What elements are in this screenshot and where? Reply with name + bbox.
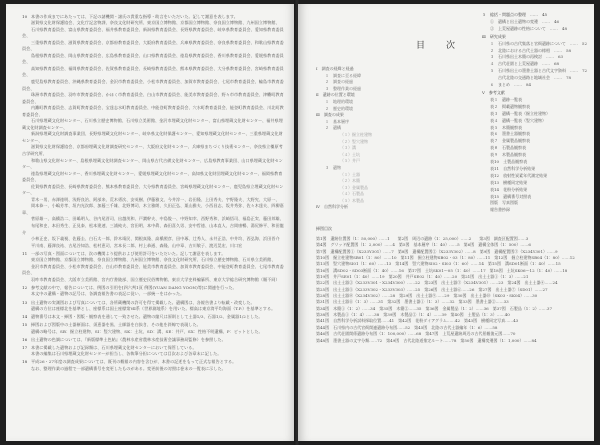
note-number: 11 — [22, 250, 28, 256]
note-text: 菅原雄一、高橋浩二、田嶋明人、谷内尾晋司、出越茂和、戸澗幹夫、中島俊一、中野知幸、西野秀和、浜崎悟司、福島正実、藤田邦雄、 — [31, 216, 284, 222]
toc-entry: 図版 写真図版 — [490, 200, 518, 206]
toc-entry: ２ 北陸における古代土器の様相 …… 58 — [490, 47, 572, 53]
note-number: 18 — [22, 359, 28, 365]
toc-entry: ① 遺構と出土遺物の変遷 …… 46 — [490, 18, 560, 24]
toc-entry: ６ まとめ …… 84 — [490, 82, 532, 88]
right-page — [298, 4, 594, 441]
left-paragraph — [22, 243, 286, 250]
note-text: 出土遺物の実測図および写真については、各所蔵機関の許可を得て掲載した。遺構図は、各報告書より転載・改変した。 — [31, 299, 255, 305]
left-paragraph — [22, 79, 286, 92]
note-text: 島根県教育委員会、岡山県教育委員会、広島県教育委員会、山口県教育委員会、徳島県教育委員会、香川県教育委員会、愛媛県教育委員会、 — [22, 52, 284, 65]
toc-entry: （１）土器 — [340, 171, 360, 177]
note-text: 三重県教育委員会、滋賀県教育委員会、京都府教育委員会、大阪府教育委員会、兵庫県教育委員会、奈良県教育委員会、和歌山県教育委員会、 — [22, 39, 284, 52]
toc-title: 目 次 — [416, 41, 462, 51]
note-text: 本書の作成までにあたっては、下記の諸機関・諸氏の貴重な指導・助言をいただいた。記して謝意を表します。 — [31, 13, 238, 19]
toc-entry: １ 基本層序 — [325, 118, 349, 124]
toc-entry: １ 地理的環境 — [325, 98, 353, 104]
toc-entry: Ⅳ 自然科学分析 — [316, 204, 348, 210]
note-number: 13 — [22, 299, 28, 305]
note-text: 出土遺物の色調については、『新版標準土色帖』（農林水産省農林水産技術会議事務局監修）を参照した。 — [31, 336, 226, 342]
toc-entry: （５）井戸 — [340, 158, 360, 164]
left-paragraph — [22, 291, 286, 298]
note-text: 岡本恭一、小嶋芳孝、垣内光次郎、加藤三千雄、北野博司、木立雅朗、久田正弘、栗山雅夫、小西昌志、坂井秀弥、佐々木達夫、四柳嘉章、 — [22, 203, 284, 215]
toc-entry: 表５ 木簡観察表 — [490, 124, 522, 130]
note-text: 平成26・27年度の調査成果については、既刊の概報の内容を含むが、本書の記述をもって正式な報告とする。 — [31, 359, 237, 365]
note-text: 東京国立博物館、京都国立博物館、奈良国立博物館、九州国立博物館、奈良文化財研究所、石川県立歴史博物館、石川県立美術館、 — [31, 257, 276, 263]
note-text: 遺物番号は本文・挿図・図版・観察表を通して一致させた。遺物の縮尺は原則として土器1/3、石器1/2、金属器1/2とした。 — [31, 314, 263, 320]
left-paragraph — [22, 337, 286, 344]
note-text: 小林正史、坂下義視、佐藤圭、白石太一郎、鈴木靖民、関根真隆、高橋照彦、田中琢、辻秀人、永井正浩、中井均、西弘海、浜田晋介 — [31, 236, 280, 242]
left-paragraph — [22, 203, 286, 216]
toc-entry: （５）木製品 — [340, 197, 364, 203]
note-text: 本書の編集は石川県埋蔵文化財センターが担当し、各執筆分担については目次および各章末に記した。 — [31, 351, 222, 357]
left-paragraph — [22, 53, 286, 66]
left-paragraph — [22, 184, 286, 197]
toc-entry: ４ 古代荘園と上荒屋遺跡 …… 68 — [490, 61, 560, 67]
toc-entry: （１）掘立柱建物 — [340, 131, 372, 137]
note-text: 高知県教育委員会、福岡県教育委員会、佐賀県教育委員会、長崎県教育委員会、熊本県教育委員会、大分県教育委員会、宮崎県教育委員会、 — [22, 65, 284, 78]
left-paragraph — [22, 40, 286, 53]
left-page-body — [22, 12, 286, 372]
figure-list — [316, 236, 586, 344]
left-paragraph — [22, 366, 286, 373]
toc-entry: 表11 自然科学分析結果 — [490, 165, 536, 171]
note-text: 羽咋市教育委員会、大阪市立美術館、宮内庁書陵部、国立歴史民俗博物館、東京大学史料編纂所、東京大学総合研究博物館（順不同） — [31, 276, 280, 282]
figure-list-entry: 第1図 遺跡位置図（1：50,000）……1 第2図 周辺の遺跡（1：25,000）……2 第3図 調査区配置図……3 — [316, 236, 529, 241]
note-text: 石川県教育委員会、富山県教育委員会、福井県教育委員会、新潟県教育委員会、長野県教育委員会、岐阜県教育委員会、愛知県教育委員会、 — [22, 26, 284, 39]
figure-list-entry: 第13図 竪穴建物SI01（1：60）……13 第14図 竪穴建物SI02・SI03（1：60）……14 第15図 溝SD01断面（1：40）……15 — [316, 261, 561, 267]
note-text: 平川南、藤澤良祐、古尾谷知浩、松村恵司、宮本長二郎、村上恭通、森隆、山中章、吉川敏子、渡辺晃宏、川口宏 — [31, 242, 243, 248]
left-paragraph — [22, 27, 286, 40]
note-text: なお、整理作業の過程で一部遺構番号を変更したものがある。変更前後の対照は巻末の一覧表に示した。 — [31, 365, 226, 371]
note-text: 和歌山県文化財センター、島根県埋蔵文化財調査センター、岡山県古代吉備文化財センター、広島県教育事業団、山口県埋蔵文化財センター、 — [22, 157, 283, 170]
note-number: 17 — [22, 344, 28, 350]
note-number: 10 — [22, 13, 28, 19]
toc-entry: 表２ 掲載遺物観察表 — [490, 103, 530, 109]
note-text: 本文中の遺構・遺物の記号は、各調査報告書の表記に従い、一部統一をはかった。 — [31, 291, 185, 297]
toc-entry: ５ 石川県出土の墨書土器と古代文字資料 …… 72 — [490, 68, 588, 74]
toc-entry: Ⅱ 遺跡の位置と環境 — [316, 92, 355, 98]
toc-entry: 表９ 木製品観察表 — [490, 152, 526, 158]
toc-entry: （３）金属製品 — [340, 184, 368, 190]
left-paragraph — [22, 171, 286, 184]
figure-list-entry: 第7図 遺構配置図①（X233Y301）……7 第8図 遺構配置図②（X233Y302）……8 第9図 遺構配置図③（X234Y301）……9 — [316, 248, 558, 254]
note-text: 布尾和史、本田秀生、正見泰、松本建速、三浦純夫、宮田明、本中眞、森田喜久男、安中哲徳、山本直人、吉岡康暢、湯尻修平、和田龍介 — [22, 223, 284, 235]
toc-entry: 表７ 金属製品観察表 — [490, 138, 530, 144]
note-text: 鹿児島県教育委員会、沖縄県教育委員会、金沢市教育委員会、小松市教育委員会、加賀市教育委員会、七尾市教育委員会、輪島市教育委員会、 — [22, 78, 284, 91]
toc-entry: ２ 遺構 — [325, 125, 341, 131]
toc-entry: 表６ 墨書土器観察表 — [490, 131, 530, 137]
left-paragraph — [22, 306, 286, 313]
toc-entry: 表４ 遺構一覧表（竪穴建物） — [490, 117, 546, 123]
toc-entry: ３ 遺物 — [325, 164, 341, 170]
toc-left-column — [316, 66, 466, 211]
toc-entry: 表10 土製品観察表 — [490, 159, 528, 165]
toc-entry: 表13 樹種同定結果 — [490, 179, 528, 185]
toc-entry: ５ 総括・問題点の整理 …… 45 — [482, 12, 548, 17]
note-text: 参考文献の中で、報告については、例図の引用を[四六判1頁 例図(YUAN DANG YOON)等]に関連を行った。 — [31, 284, 237, 290]
left-paragraph — [22, 66, 286, 79]
toc-entry: 表８ 石製品観察表 — [490, 145, 526, 151]
toc-entry: 表３ 遺構一覧表（掘立柱建物） — [490, 110, 550, 116]
note-text: 遺構の略号は、SB：掘立柱建物、SI：竪穴建物、SK：土坑、SD：溝、SE：井戸、SX：性格不明遺構、P：ピットとした。 — [31, 328, 263, 334]
toc-entry: Ⅲ 調査の成果 — [316, 112, 344, 118]
toc-entry: 報告書抄録 — [490, 207, 510, 213]
toc-entry: ２ 調査の経過 — [325, 79, 353, 85]
left-paragraph — [22, 314, 286, 321]
toc-entry: （３）溝 — [340, 145, 356, 151]
left-paragraph — [22, 277, 286, 284]
note-text: 新潟県埋蔵文化財調査事業団、長野県埋蔵文化財センター、岐阜県文化財保護センター、愛知県埋蔵文化財センター、三重県埋蔵文化財センター、 — [22, 131, 283, 143]
note-text: 内灘町教育委員会、志賀町教育委員会、宝達志水町教育委員会、中能登町教育委員会、穴水町教育委員会、能登町教育委員会、川北町教育委員会、 — [22, 105, 284, 117]
toc-entry: （２）竪穴建物 — [340, 138, 368, 144]
figure-list-entry: 第48図 墨書土器の文字分類……72 第49図 古代北陸道推定ルート……78 第50図 遺構変遷図（1：1,000）……84 — [316, 337, 537, 343]
note-text: 徳島県埋蔵文化財センター、香川県埋蔵文化財センター、愛媛県埋蔵文化財センター、高知県文化財団埋蔵文化財センター、福岡県教育委員会、 — [22, 170, 283, 183]
left-paragraph — [22, 105, 286, 118]
note-text: 本書に掲載した遺物および記録類は、石川県埋蔵文化財センターにおいて保管している。 — [31, 344, 197, 350]
figure-list-entry: 第25図 出土土器⑤（X233V302・X233V303）……25 第26図 出土土器⑥……26 第27図 出土土器⑦（SD01）……27 — [316, 286, 548, 292]
note-text: 金沢市教育委員会、小松市教育委員会、白山市教育委員会、能美市教育委員会、加賀市教育委員会、中能登町教育委員会、七尾市教育委員会、 — [22, 263, 284, 276]
left-paragraph — [22, 92, 286, 105]
note-text: 珠洲市教育委員会、羽咋市教育委員会、かほく市教育委員会、白山市教育委員会、能美市教育委員会、野々市市教育委員会、津幡町教育委員会、 — [22, 92, 284, 104]
toc-entry: 表15 遺構番号対照表 — [490, 193, 532, 199]
left-paragraph — [22, 329, 286, 336]
figure-list-entry: 第41図 自然科学分析試料採取位置……41 第42図 花粉ダイアグラム……42 第43図 樹種同定写真……43 — [316, 318, 519, 324]
left-paragraph — [22, 351, 286, 358]
note-text: 青木一男、赤澤徳明、浅野良治、阿部来、荒木勇次、安英樹、伊藤雅文、今井淳一、岩田隆、上田秀夫、宇野隆夫、大野究、大原一、 — [31, 196, 280, 202]
figure-list-entry: 第46図 古代荘園関係遺跡分布図（1：100,000）……68 第47図 上荒屋遺跡周辺の古代景観復元図……70 — [316, 331, 516, 337]
left-paragraph — [22, 158, 286, 171]
toc-entry: Ⅴ 参考文献 — [482, 89, 505, 95]
left-paragraph — [22, 223, 286, 236]
figure-list-entry: 第38図 木製品①（1：4）……38 第39図 木製品②（1：4）……39 第40図 土製品（1：3）……40 — [316, 312, 510, 318]
figure-list-entry: 第4図 グリッド配置図（1：2,000）……4 第5図 基本層序（1：40）……5 第6図 遺構全体図（1：500）……6 — [316, 242, 531, 248]
note-number: 14 — [22, 314, 28, 320]
figure-list-entry: 第16図 溝SD02・SD03断面（1：40）……16 第17図 土坑SK01～05（1：40）……17 第18図 土坑SK06～12（1：40）……18 — [316, 267, 568, 273]
toc-entry: １ 石川県の古代集落と官衙遺跡について …… 52 — [490, 40, 588, 46]
toc-entry: 表14 花粉分析結果 — [490, 186, 528, 192]
figure-list-entry: 第34図 木簡①（1：2）……34 第35図 木簡②……35 第36図 金属製品（1：2）……36 第37図 石製品（1：2）……37 — [316, 305, 552, 311]
toc-entry: １ 調査に至る経緯 — [325, 72, 361, 78]
toc-entry: ② 上荒屋遺跡の性格について …… 48 — [490, 25, 568, 31]
figure-list-entry: 第10図 掘立柱建物SB01（1：80）……10 第11図 掘立柱建物SB02・03（1：80）……11 第12図 掘立柱建物SB04（1：80）……12 — [316, 255, 575, 261]
note-text: 滋賀県文化財保護協会、京都府埋蔵文化財調査研究センター、大阪府文化財センター、兵庫県まちづくり技術センター、奈良県立橿原考古学研究所、 — [22, 144, 283, 156]
toc-entry: 表１ 遺跡一覧表 — [490, 96, 522, 102]
toc-entry: （４）石製品 — [340, 191, 364, 197]
left-paragraph — [22, 264, 286, 277]
left-paragraph — [22, 131, 286, 144]
toc-entry: （２）木簡 — [340, 178, 360, 184]
note-text: 石川県埋蔵文化財センター、石川県立歴史博物館、石川県立美術館、金沢市埋蔵文化財センター、富山県埋蔵文化財センター、福井県埋蔵文化財調査センター、 — [22, 118, 283, 130]
toc-right-column — [482, 11, 588, 214]
note-text: 佐賀県教育委員会、長崎県教育委員会、熊本県教育委員会、大分県教育委員会、宮崎県埋蔵文化財センター、鹿児島県立埋蔵文化財センター、 — [22, 183, 284, 196]
left-page — [6, 4, 296, 441]
note-text: 遺構の方位は座標北を基準とし、座標系は国土座標第Ⅶ系（世界測地系）を用いた。標高は東京湾平均海面（T.P.）を基準とする。 — [31, 306, 276, 312]
note-text: 挿図および図版中の土器断面は、須恵器を黒、土師器を白抜き、その他を斜線で表現した。 — [31, 322, 201, 328]
toc-entry: Ⅲ 研究成果 — [482, 33, 506, 39]
figure-list-entry: 第19図 井戸SE01（1：40）……19 第20図 井戸SE02（1：40）……20 第21図 出土土器①（1：3）……21 — [316, 274, 529, 280]
figure-list-entry: 第28図 出土土器⑧（X234V302）……28 第29図 出土土器⑨……29 第30図 出土土器⑩（SK03・SK04）……30 — [316, 293, 538, 299]
note-number: 12 — [22, 284, 28, 290]
figure-list-entry: 第31図 出土土器⑪（1：3）……31 第32図 墨書土器①（1：3）……32 第33図 墨書土器②……33 — [316, 299, 509, 305]
left-paragraph — [22, 118, 286, 131]
toc-entry: Ⅰ 調査の経緯と経過 — [316, 66, 354, 71]
note-text: 一部の写真・図面については、次の機関より提供および使用許可をいただいた。記して謝意を表します。 — [31, 250, 226, 256]
figure-list-entry: 第22図 出土土器②（X233V301・X234V300）……22 第23図 出土土器③（X234V301）……23 第24図 出土土器④……24 — [316, 280, 558, 286]
toc-entry: 古代北陸の交通路と地域社会 …… 78 — [490, 75, 572, 81]
note-number: 15 — [22, 322, 28, 328]
toc-entry: （４）土坑 — [340, 151, 360, 157]
note-number: 16 — [22, 336, 28, 342]
toc-entry: ３ 整理作業の経過 — [325, 85, 361, 91]
figure-list-heading: 挿図目次 — [316, 226, 332, 231]
left-paragraph — [22, 144, 286, 157]
figure-list-entry: 第44図 石川県内の古代官衙関連遺跡分布図……52 第45図 北陸の古代土器編年（1：6）……58 — [316, 324, 498, 330]
toc-entry: 表12 放射性炭素年代測定結果 — [490, 172, 548, 178]
toc-entry: ２ 歴史的環境 — [325, 105, 353, 111]
toc-entry: ３ 石川県出土木簡の再検討 …… 63 — [490, 54, 564, 60]
note-text: 滋賀県文化財保護協会、文化庁記念物課、奈良文化財研究所、東京国立博物館、京都国立博物館、奈良国立博物館、九州国立博物館、 — [31, 20, 280, 26]
